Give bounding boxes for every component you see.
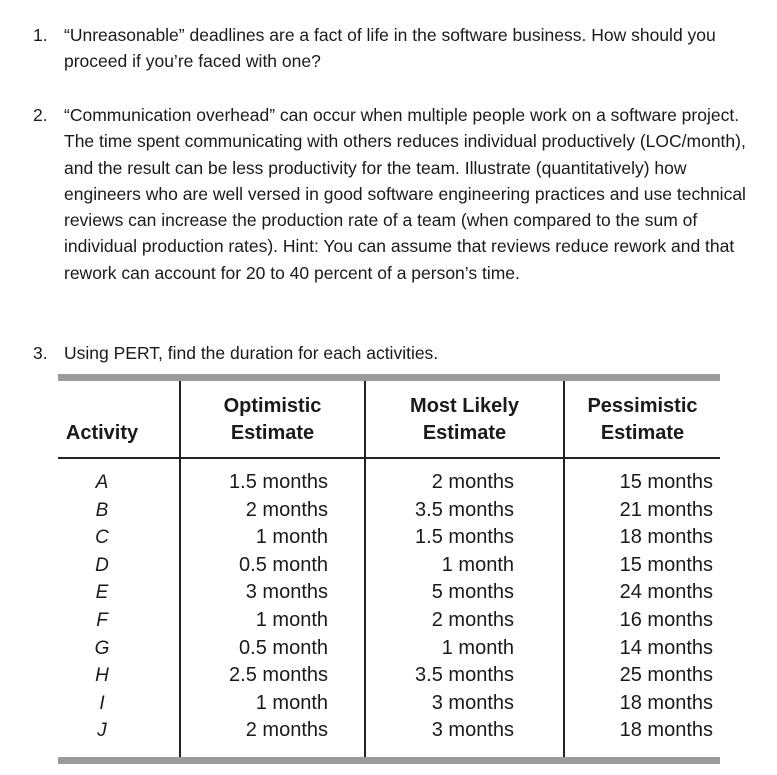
table-cell-most-likely: 3 months	[431, 719, 514, 742]
table-cell-activity: I	[99, 692, 105, 714]
table-cell-most-likely: 3 months	[431, 691, 514, 714]
header-line: Estimate	[600, 422, 685, 444]
most-likely-column	[398, 469, 514, 745]
table-cell-pessimistic: 18 months	[619, 526, 713, 549]
table-cell-activity: J	[97, 720, 107, 742]
header-pessimistic	[565, 393, 720, 447]
question-text: “Unreasonable” deadlines are a fact of life in the software business. How should you proceed if you’re faced with one?	[64, 25, 716, 72]
table-cell-most-likely: 3.5 months	[415, 664, 514, 687]
table-cell-optimistic: 2 months	[245, 498, 328, 521]
activity-column	[80, 469, 124, 745]
table-cell-activity: H	[95, 665, 109, 687]
table-cell-most-likely: 5 months	[431, 581, 514, 604]
table-cell-optimistic: 1 month	[255, 608, 328, 631]
header-line: Optimistic	[223, 395, 322, 417]
header-line: Estimate	[230, 422, 315, 444]
table-top-rule	[58, 374, 720, 381]
table-cell-pessimistic: 14 months	[619, 636, 713, 659]
table-cell-activity: B	[95, 499, 109, 521]
table-cell-optimistic: 0.5 month	[239, 553, 328, 576]
optimistic-column	[214, 469, 328, 745]
header-optimistic	[181, 393, 364, 447]
table-cell-pessimistic: 21 months	[619, 498, 713, 521]
table-cell-optimistic: 1 month	[255, 526, 328, 549]
table-cell-activity: E	[95, 582, 109, 604]
table-cell-pessimistic: 24 months	[619, 581, 713, 604]
table-cell-pessimistic: 18 months	[619, 719, 713, 742]
table-cell-most-likely: 3.5 months	[415, 498, 514, 521]
table-cell-most-likely: 1.5 months	[415, 526, 514, 549]
table-cell-activity: F	[96, 609, 108, 631]
header-divider	[58, 457, 720, 459]
header-activity	[58, 420, 146, 447]
table-cell-optimistic: 3 months	[245, 581, 328, 604]
question-number: 2.	[33, 105, 48, 125]
table-cell-pessimistic: 15 months	[619, 553, 713, 576]
question-text: “Communication overhead” can occur when multiple people work on a software project. The time spent communicating with others reduces individual productively (LOC/month), and the result can be less productivity for the team. Illustrate (quantitatively) how engineers who are well versed in good software engineering practices and use technical reviews can increase the production rate of a team (when compared to the sum of individual production rates). Hint: You can assume that reviews reduce rework and that rework can account for 20 to 40 percent of a person’s time.	[64, 105, 746, 283]
table-cell-pessimistic: 15 months	[619, 471, 713, 493]
header-most-likely	[366, 393, 563, 447]
header-line: Estimate	[422, 422, 507, 444]
table-cell-optimistic: 0.5 month	[239, 636, 328, 659]
header-activity-label: Activity	[65, 422, 139, 444]
question-number: 3.	[33, 343, 48, 363]
header-line: Pessimistic	[587, 395, 698, 417]
table-cell-activity: D	[95, 554, 109, 576]
table-cell-optimistic: 2.5 months	[229, 664, 328, 687]
table-cell-activity: C	[95, 527, 109, 549]
table-cell-activity: A	[95, 472, 109, 493]
table-cell-pessimistic: 18 months	[619, 691, 713, 714]
pessimistic-column	[602, 469, 713, 745]
table-cell-pessimistic: 25 months	[619, 664, 713, 687]
table-cell-optimistic: 2 months	[245, 719, 328, 742]
table-cell-optimistic: 1.5 months	[229, 471, 328, 493]
table-cell-most-likely: 2 months	[431, 608, 514, 631]
question-number: 1.	[33, 25, 48, 45]
table-cell-most-likely: 1 month	[441, 636, 514, 659]
header-line: Most Likely	[410, 395, 519, 417]
table-cell-most-likely: 2 months	[431, 471, 514, 493]
table-cell-optimistic: 1 month	[255, 691, 328, 714]
table-bottom-rule	[58, 757, 720, 764]
table-cell-pessimistic: 16 months	[619, 608, 713, 631]
table-cell-activity: G	[94, 637, 110, 659]
table-cell-most-likely: 1 month	[441, 553, 514, 576]
question-text: Using PERT, find the duration for each activities.	[64, 343, 439, 363]
